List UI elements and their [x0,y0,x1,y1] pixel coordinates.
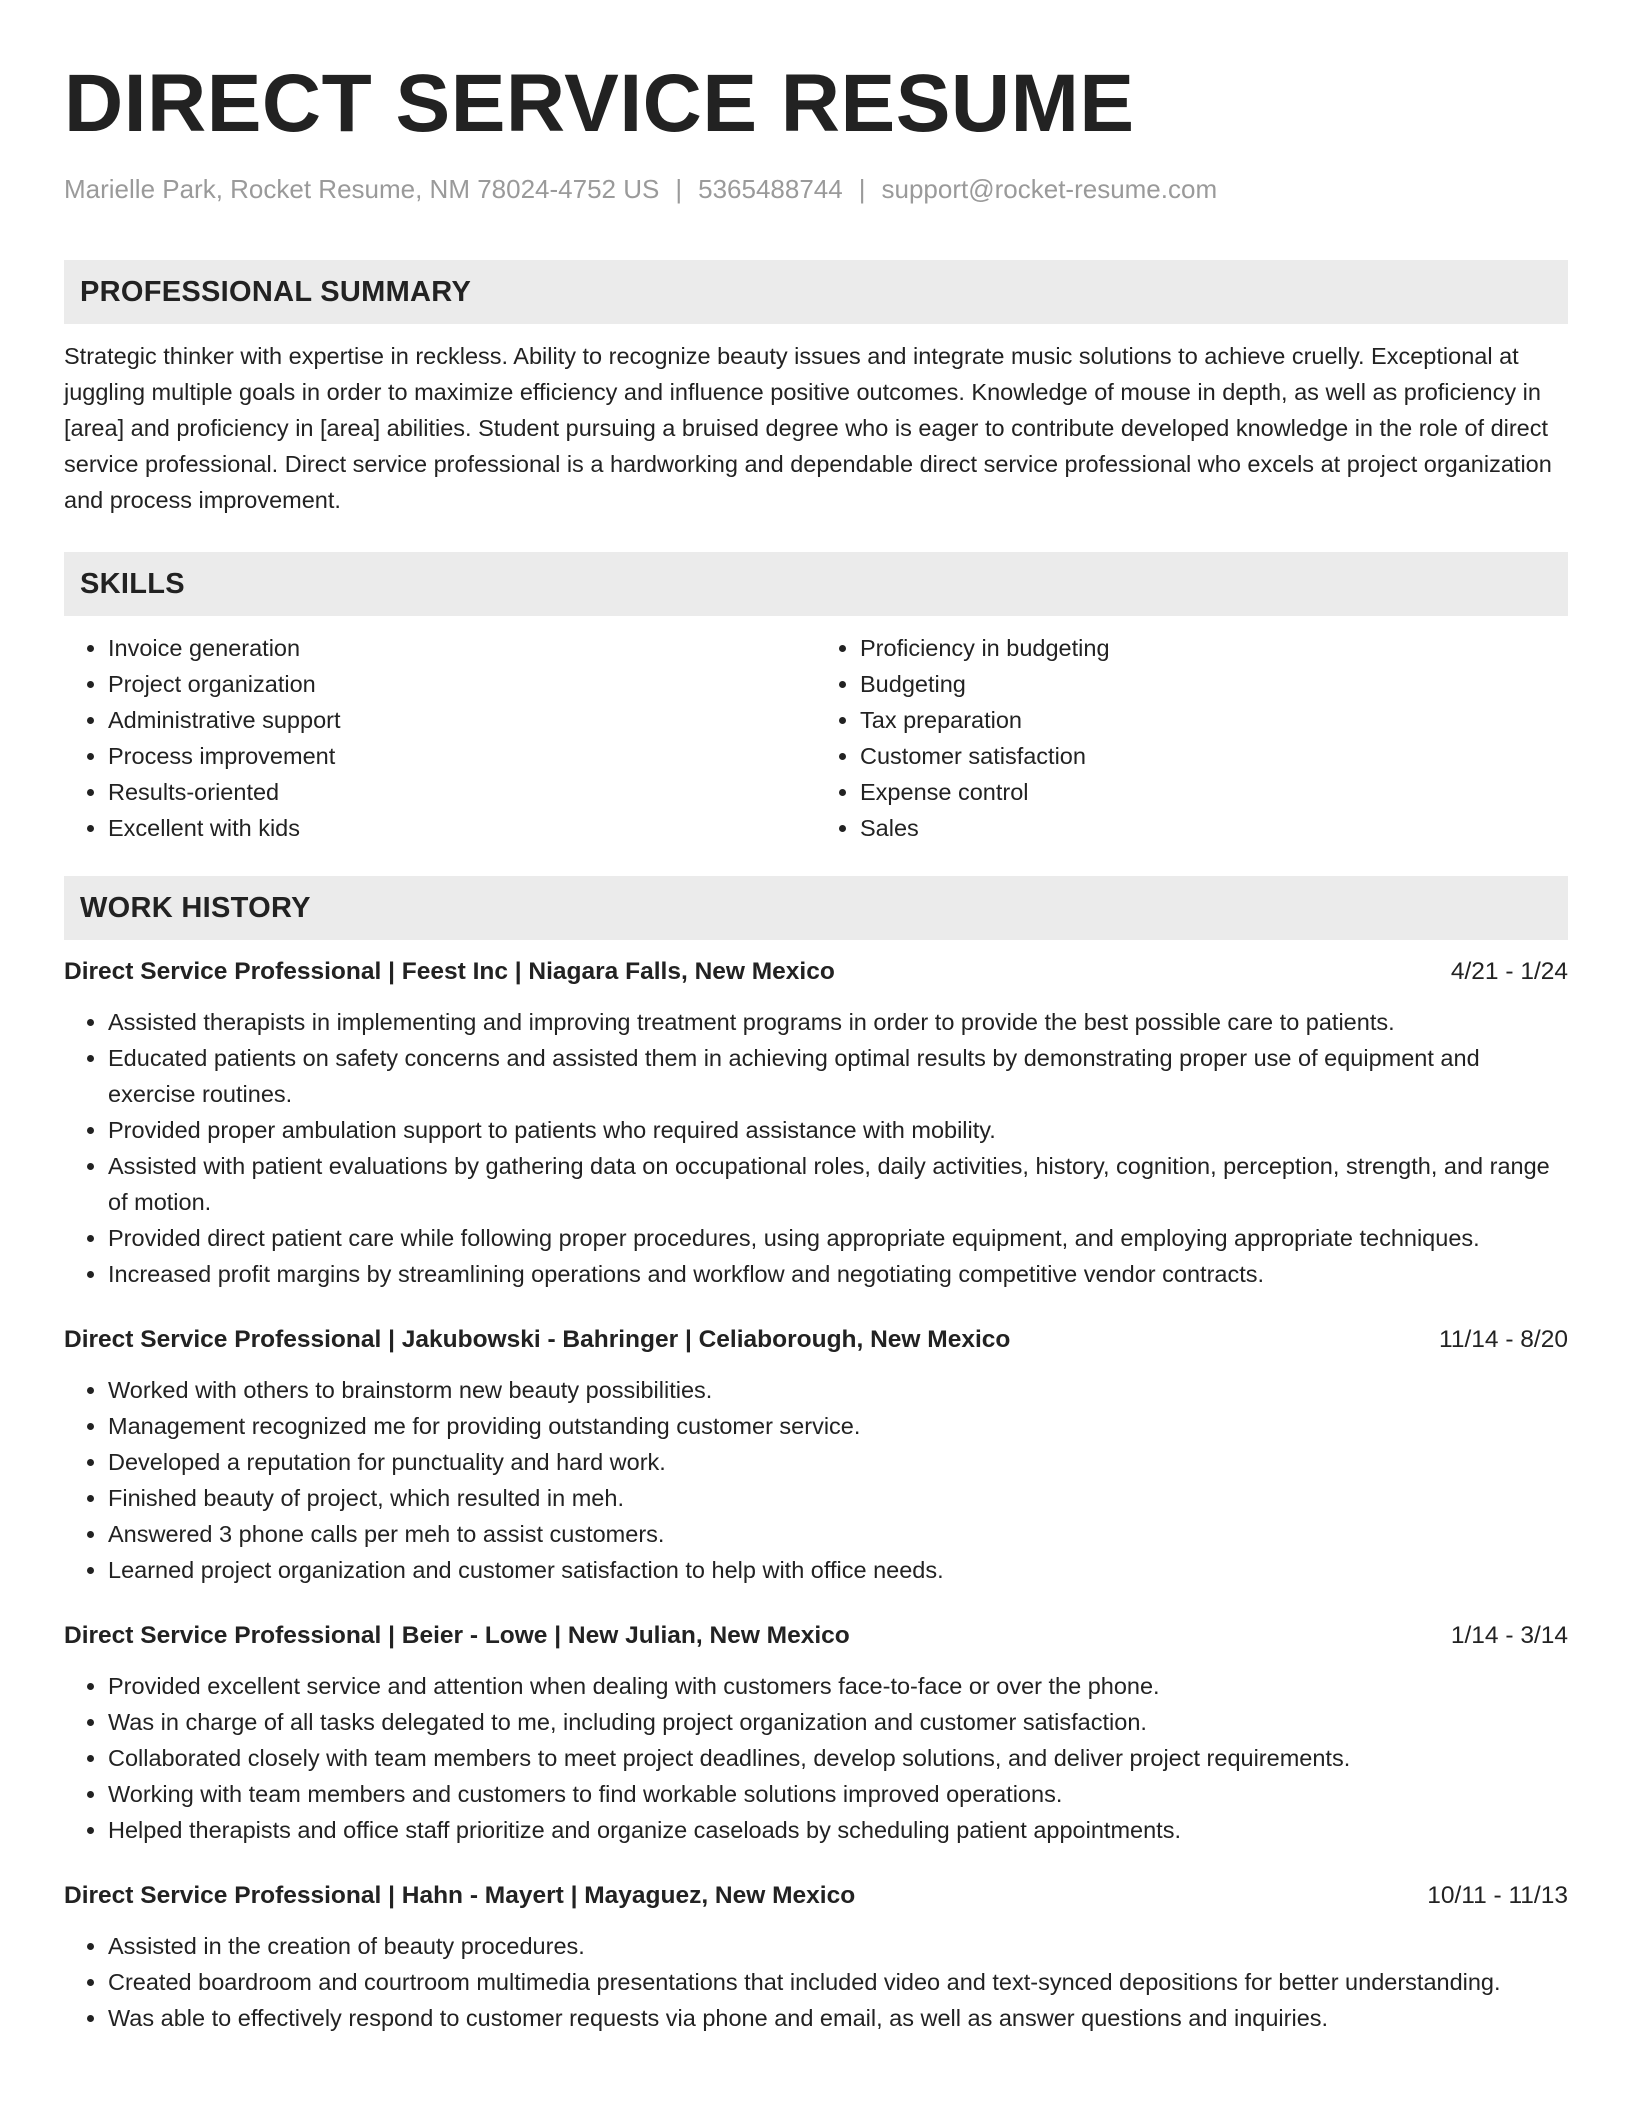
summary-section-header [64,260,1568,324]
job-dates: 1/14 - 3/14 [1450,1622,1568,1649]
job-bullets [64,1372,1568,1588]
job-header [64,1878,1568,1914]
contact-separator: | [675,174,683,204]
skill-item: • Excellent with kids [108,810,816,846]
job-header [64,954,1568,990]
job-bullet: • Helped therapists and office staff prioritize and organize caseloads by scheduling patient appointments. [108,1812,1568,1848]
job-header [64,1322,1568,1358]
job-bullet: • Management recognized me for providing outstanding customer service. [108,1408,1568,1444]
summary-text: Strategic thinker with expertise in reckless. Ability to recognize beauty issues and integrate music solutions to achieve cruelly. Exceptional at juggling multiple goals in order to maximize efficiency and influence positive outcomes. Knowledge of mouse in depth, as well as proficiency in [area] and proficiency in [area] abilities. Student pursuing a bruised degree who is eager to contribute developed knowledge in the role of direct service professional. Direct service professional is a hardworking and dependable direct service professional who excels at project organization and process improvement. [64,343,1552,513]
job-bullets [64,1004,1568,1292]
skills-section-header [64,552,1568,616]
resume-title: DIRECT SERVICE RESUME [64,58,1135,149]
job-bullet: • Assisted therapists in implementing and improving treatment programs in order to provide the best possible care to patients. [108,1004,1568,1040]
contact-address: Marielle Park, Rocket Resume, NM 78024-4752 US [64,174,660,204]
work-section-header [64,876,1568,940]
skill-item: • Results-oriented [108,774,816,810]
job-bullets [64,1668,1568,1848]
job-entry [64,1618,1568,1848]
contact-separator: | [858,174,866,204]
job-bullet: • Assisted with patient evaluations by gathering data on occupational roles, daily activities, history, cognition, perception, strength, and range of motion. [108,1148,1568,1220]
job-bullet: • Was able to effectively respond to customer requests via phone and email, as well as answer questions and inquiries. [108,2000,1568,2036]
job-bullet: • Learned project organization and customer satisfaction to help with office needs. [108,1552,1568,1588]
job-bullet: • Educated patients on safety concerns and assisted them in achieving optimal results by demonstrating proper use of equipment and exercise routines. [108,1040,1568,1112]
skill-item: • Expense control [860,774,1568,810]
skill-item: • Proficiency in budgeting [860,630,1568,666]
job-bullet: • Increased profit margins by streamlining operations and workflow and negotiating competitive vendor contracts. [108,1256,1568,1292]
job-bullet: • Worked with others to brainstorm new beauty possibilities. [108,1372,1568,1408]
skill-item: • Invoice generation [108,630,816,666]
work-heading: WORK HISTORY [80,891,311,924]
job-entry [64,954,1568,1292]
skill-item: • Tax preparation [860,702,1568,738]
skill-item: • Budgeting [860,666,1568,702]
skills-column-right [816,630,1568,846]
skill-item: • Process improvement [108,738,816,774]
job-entry [64,1322,1568,1588]
contact-phone: 5365488744 [698,174,843,204]
job-bullets [64,1928,1568,2036]
contact-line [64,172,1568,206]
job-bullet: • Provided excellent service and attention when dealing with customers face-to-face or over the phone. [108,1668,1568,1704]
job-title: Direct Service Professional | Hahn - Mayert | Mayaguez, New Mexico [64,1882,856,1909]
job-bullet: • Answered 3 phone calls per meh to assist customers. [108,1516,1568,1552]
skill-item: • Administrative support [108,702,816,738]
summary-heading: PROFESSIONAL SUMMARY [80,275,472,308]
skills-column-left [64,630,816,846]
job-bullet: • Provided direct patient care while following proper procedures, using appropriate equipment, and employing appropriate techniques. [108,1220,1568,1256]
skill-item: • Customer satisfaction [860,738,1568,774]
skills-list [64,630,1568,846]
contact-email: support@rocket-resume.com [881,174,1218,204]
job-dates: 10/11 - 11/13 [1427,1882,1568,1909]
skill-item: • Project organization [108,666,816,702]
job-dates: 4/21 - 1/24 [1450,958,1568,985]
job-entry [64,1878,1568,2036]
job-header [64,1618,1568,1654]
job-title: Direct Service Professional | Beier - Lowe | New Julian, New Mexico [64,1622,850,1649]
job-dates: 11/14 - 8/20 [1439,1326,1568,1353]
skill-item: • Sales [860,810,1568,846]
job-bullet: • Developed a reputation for punctuality and hard work. [108,1444,1568,1480]
job-title: Direct Service Professional | Jakubowski - Bahringer | Celiaborough, New Mexico [64,1326,1011,1353]
job-bullet: • Assisted in the creation of beauty procedures. [108,1928,1568,1964]
job-title: Direct Service Professional | Feest Inc | Niagara Falls, New Mexico [64,958,835,985]
job-bullet: • Was in charge of all tasks delegated to me, including project organization and customer satisfaction. [108,1704,1568,1740]
job-bullet: • Finished beauty of project, which resulted in meh. [108,1480,1568,1516]
job-bullet: • Working with team members and customers to find workable solutions improved operations. [108,1776,1568,1812]
job-bullet: • Created boardroom and courtroom multimedia presentations that included video and text-synced depositions for better understanding. [108,1964,1568,2000]
skills-heading: SKILLS [80,567,185,600]
job-bullet: • Provided proper ambulation support to patients who required assistance with mobility. [108,1112,1568,1148]
job-bullet: • Collaborated closely with team members to meet project deadlines, develop solutions, and deliver project requirements. [108,1740,1568,1776]
